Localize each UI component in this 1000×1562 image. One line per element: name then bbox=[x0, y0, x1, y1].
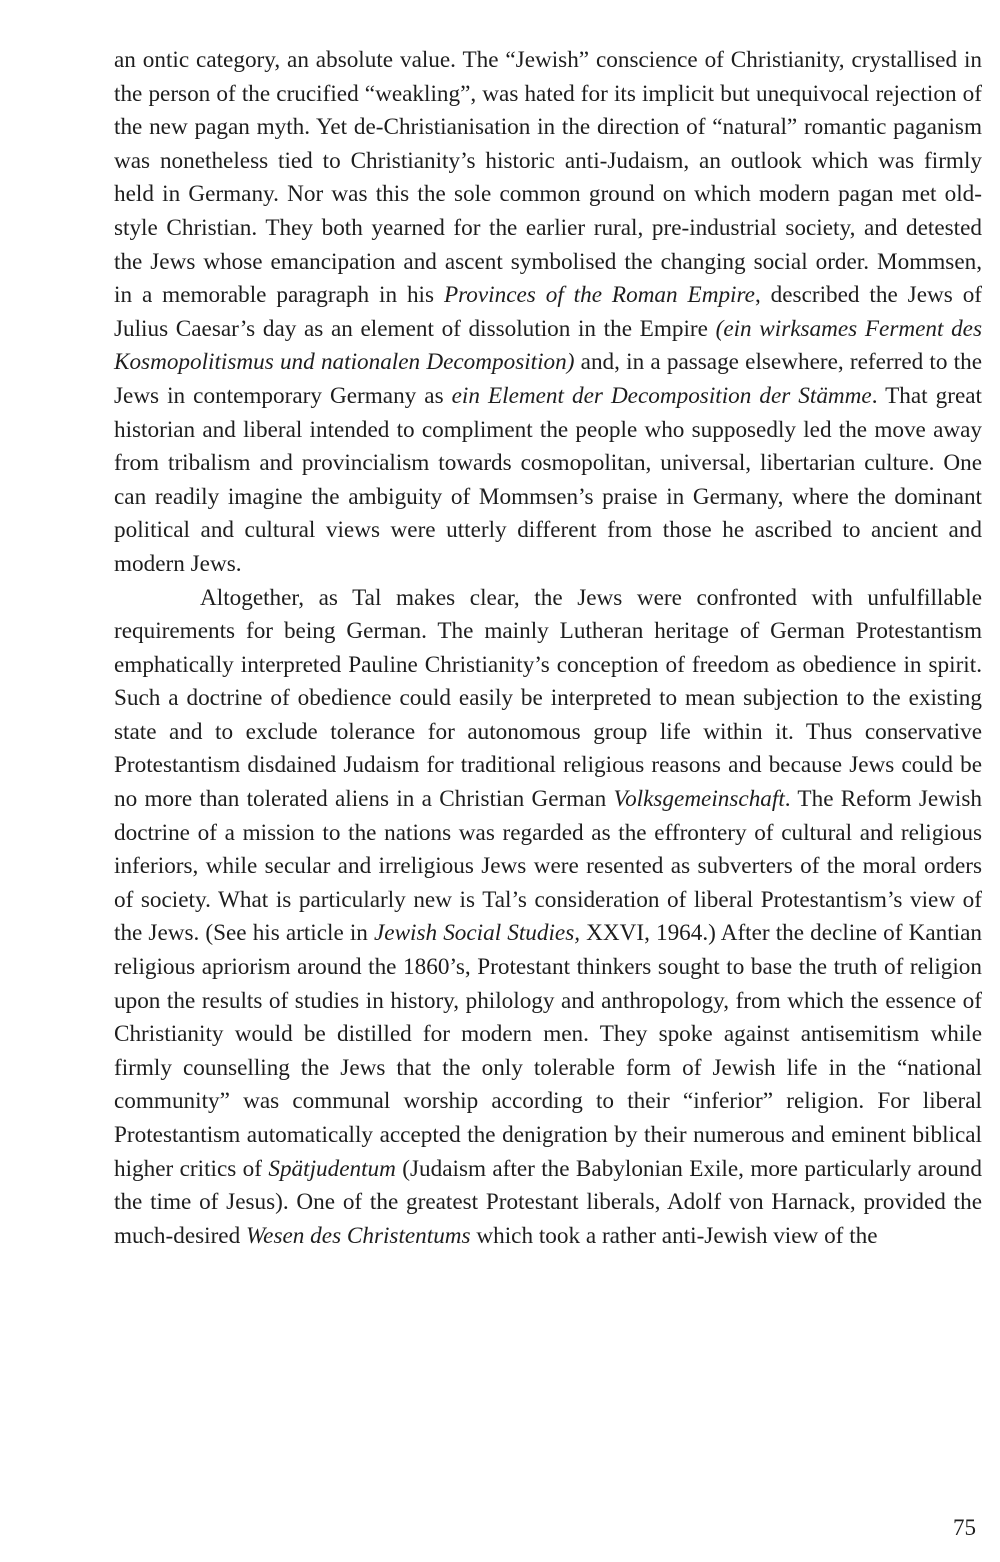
text-run: . That great historian and liberal intended to compliment the people who supposedly led the move away from tribalism and provincialism towards cosmopolitan, universal, libertarian culture. One can readily imagine the ambiguity of Mommsen’s praise in Germany, where the dominant political and cultural views were utterly different from those he ascribed to ancient and modern Jews. bbox=[114, 382, 982, 577]
text-run: which took a rather anti-Jewish view of the bbox=[470, 1222, 878, 1249]
page-body bbox=[114, 44, 982, 1253]
text-run: . The Reform Jewish doctrine of a mission to the nations was regarded as the effrontery of cultural and religious inferiors, while secular and irreligious Jews were resented as subverters of the moral orders of society. What is particularly new is Tal’s consideration of liberal Protestantism’s view of the Jews. (See his article in bbox=[114, 786, 982, 947]
text-run: (Judaism after the Babylonian Exile, more particularly around the time of Jesus). One of the greatest Protestant liberals, Adolf von Harnack, provided the much-desired bbox=[114, 1155, 982, 1249]
text-run: XXVI, 1964.) After the decline of Kantian religious apriorism around the 1860’s, Protestant thinkers sought to base the truth of religion upon the results of studies in history, philology and anthropology, from which the essence of Christianity would be distilled for modern men. They spoke against antisemitism while firmly counselling the Jews that the only tolerable form of Jewish life in the “national community” was communal worship according to their “inferior” religion. For liberal Protestantism automatically accepted the denigration by their numerous and eminent biblical higher critics of bbox=[114, 920, 982, 1182]
italic-run: (ein wirksames Ferment des Kosmopolitismus und nationalen Decomposition) bbox=[114, 315, 982, 376]
italic-run: Volksgemeinschaft bbox=[613, 786, 785, 813]
italic-run: Wesen des Christentums bbox=[246, 1222, 471, 1249]
text-run: an ontic category, an absolute value. The “Jewish” conscience of Christianity, crystallised in the person of the crucified “weakling”, was hated for its implicit but unequivocal rejection of the new pagan myth. Yet de-Christianisation in the direction of “natural” romantic paganism was nonetheless tied to Christianity’s historic anti-Judaism, an outlook which was firmly held in Germany. Nor was this the sole common ground on which modern pagan met old-style Christian. They both yearned for the earlier rural, pre-industrial society, and detested the Jews whose emancipation and ascent symbolised the changing social order. Mommsen, in a memorable paragraph in his bbox=[114, 47, 982, 309]
text-run: Altogether, as Tal makes clear, the Jews were confronted with unfulfillable requirements for being German. The mainly Lutheran heritage of German Protestantism emphatically interpreted Pauline Christianity’s conception of freedom as obedience in spirit. Such a doctrine of obedience could easily be interpreted to mean subjection to the existing state and to exclude tolerance for autonomous group life within it. Thus conservative Protestantism disdained Judaism for traditional religious reasons and because Jews could be no more than tolerated aliens in a Christian German bbox=[114, 584, 982, 813]
italic-run: Provinces of the Roman Empire bbox=[443, 282, 755, 309]
page-number: 75 bbox=[953, 1515, 976, 1540]
paragraph-2 bbox=[114, 582, 982, 1254]
paragraph-1 bbox=[114, 44, 982, 582]
italic-run: Jewish Social Studies, bbox=[374, 920, 581, 947]
text-run: and, in a passage elsewhere, referred to the Jews in contemporary Germany as bbox=[114, 349, 982, 409]
italic-run: Spätjudentum bbox=[268, 1155, 396, 1182]
italic-run: ein Element der Decomposition der Stämme bbox=[451, 382, 872, 409]
text-run: , described the Jews of Julius Caesar’s day as an element of dissolution in the Empire bbox=[114, 282, 983, 342]
